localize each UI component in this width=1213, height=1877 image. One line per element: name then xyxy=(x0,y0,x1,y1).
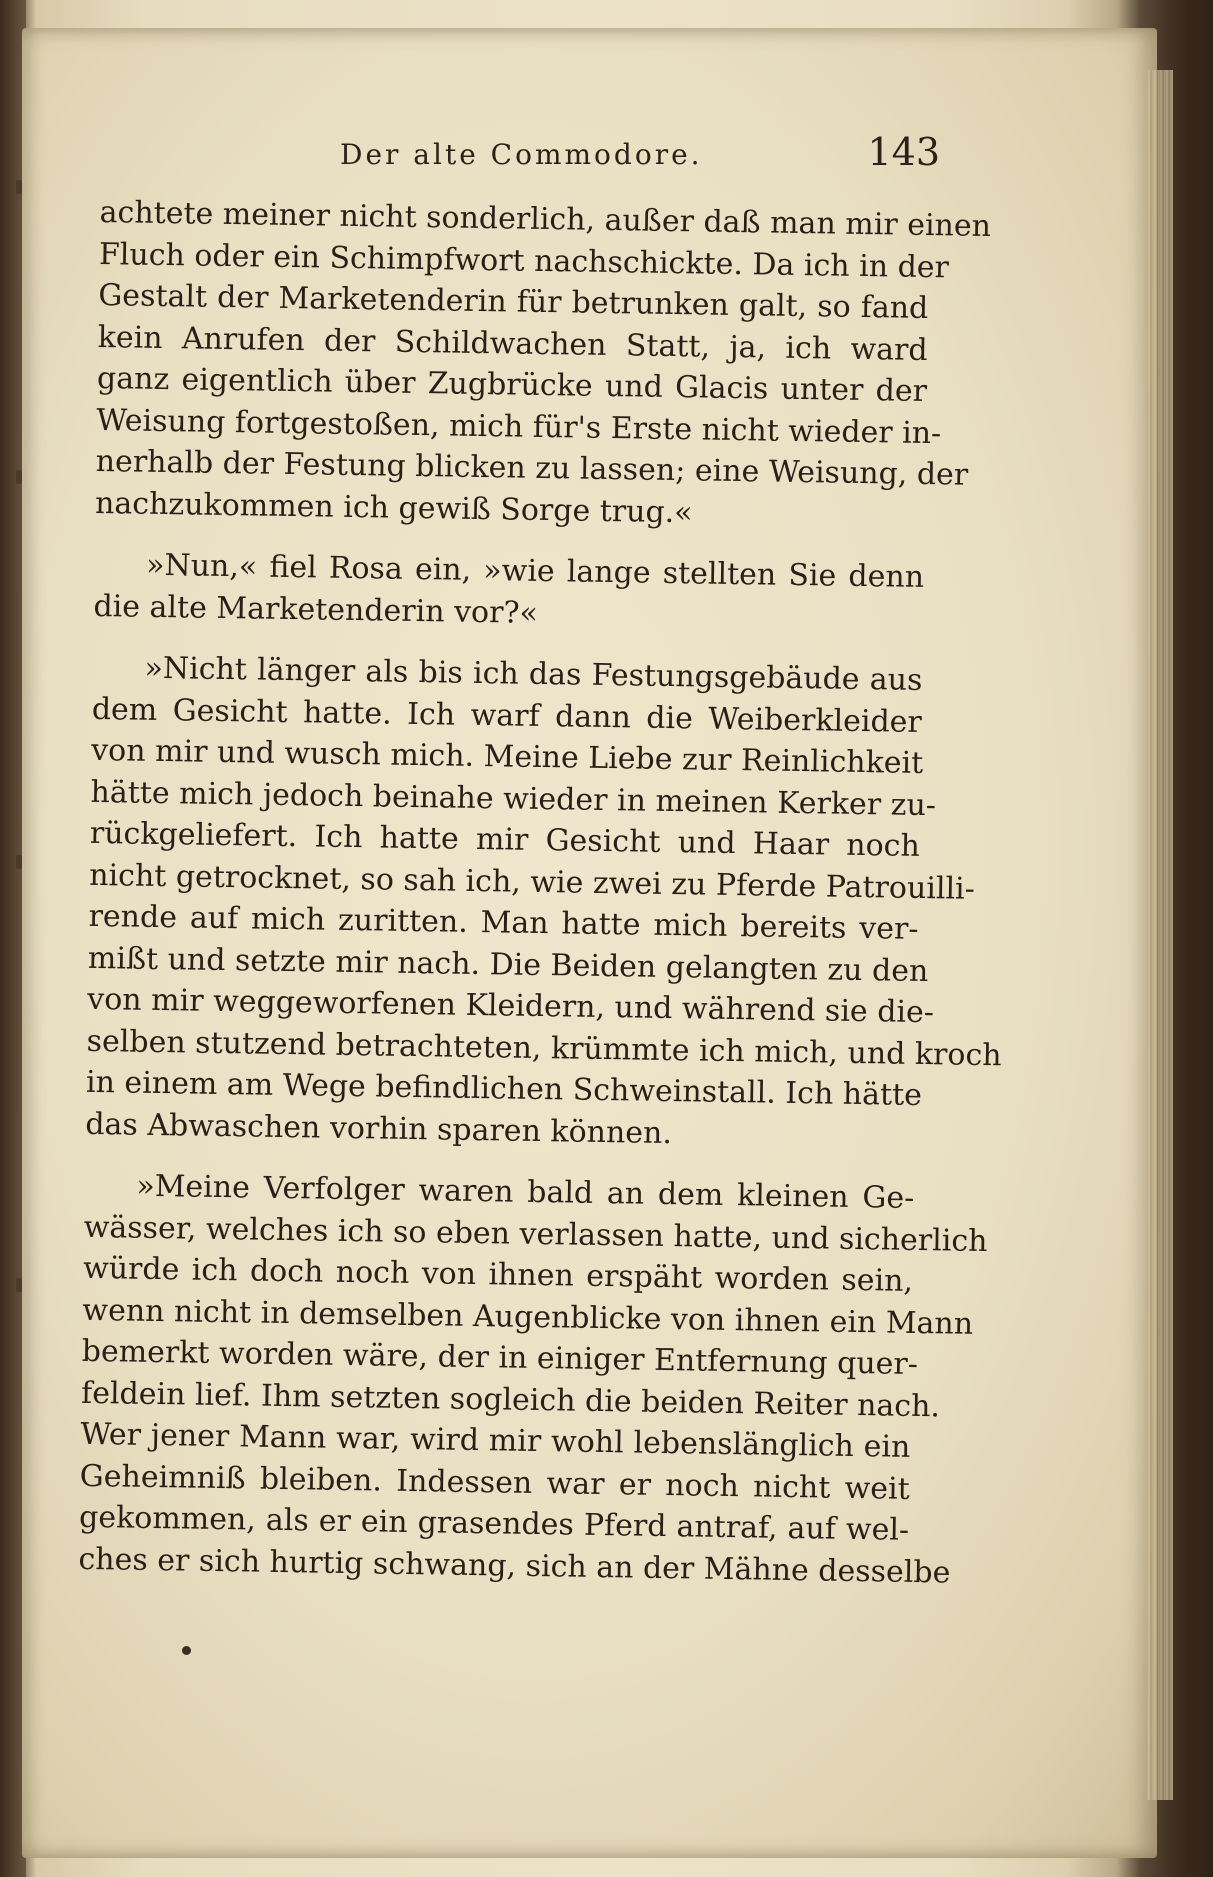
text-line: würde ich doch noch von ihnen erspäht worden sein, xyxy=(82,1250,914,1299)
text-line: dem Gesicht hatte. Ich warf dann die Weiberkleider xyxy=(91,691,923,740)
text-line: Gestalt der Marketenderin für betrunken galt, so fand xyxy=(98,277,929,327)
text-line: in einem am Wege befindlichen Schweinstall. Ich hätte xyxy=(85,1064,923,1114)
text-line: das Abwaschen vorhin sparen können. xyxy=(85,1106,673,1151)
text-line: bemerkt worden wäre, der in einiger Entfernung quer- xyxy=(81,1333,919,1382)
text-line: von mir und wusch mich. Meine Liebe zur Reinlichkeit xyxy=(90,732,924,781)
running-header xyxy=(100,130,940,180)
text-line: mißt und setzte mir nach. Die Beiden gelangten zu den xyxy=(87,940,929,989)
text-line: Wer jener Mann war, wird mir wohl lebenslänglich ein xyxy=(80,1416,911,1465)
text-line: ches er sich hurtig schwang, sich an der Mähne desselbe xyxy=(78,1541,951,1591)
margin-mark xyxy=(16,470,22,484)
text-line: wenn nicht in demselben Augenblicke von ihnen ein Mann xyxy=(82,1292,974,1342)
ink-spot xyxy=(182,1646,191,1655)
text-line: die alte Marketenderin vor?« xyxy=(93,588,539,631)
text-line: feldein lief. Ihm setzten sogleich die beiden Reiter nach. xyxy=(80,1375,941,1424)
text-line: hätte mich jedoch beinahe wieder in meinen Kerker zu- xyxy=(90,774,937,823)
margin-mark xyxy=(16,855,22,869)
page-body-text xyxy=(78,192,1002,1593)
text-line: nerhalb der Festung blicken zu lassen; eine Weisung, der xyxy=(95,443,969,493)
margin-mark xyxy=(16,180,22,194)
text-line: selben stutzend betrachteten, krümmte ich mich, und kroch xyxy=(86,1023,1002,1073)
text-line: wässer, welches ich so eben verlassen hatte, und sicherlich xyxy=(83,1209,988,1259)
text-line: Fluch oder ein Schimpfwort nachschickte. Da ich in der xyxy=(98,236,950,285)
running-title: Der alte Commodore. xyxy=(340,138,703,171)
text-line: achtete meiner nicht sonderlich, außer daß man mir einen xyxy=(99,194,992,244)
text-line: von mir weggeworfenen Kleidern, und während sie die- xyxy=(87,981,935,1031)
text-line: Weisung fortgestoßen, mich für's Erste nicht wieder in- xyxy=(96,402,942,451)
text-line: Geheimniß bleiben. Indessen war er noch nicht weit xyxy=(79,1458,911,1507)
text-line: nicht getrocknet, so sah ich, wie zwei zu Pferde Patrouilli- xyxy=(88,857,976,907)
page-edges xyxy=(1147,70,1173,1800)
margin-mark xyxy=(16,1278,22,1292)
text-line: »Nun,« fiel Rosa ein, »wie lange stellten Sie denn xyxy=(145,547,925,595)
text-line: gekommen, als er ein grasendes Pferd antraf, auf wel- xyxy=(78,1499,910,1548)
text-line: »Nicht länger als bis ich das Festungsgebäude aus xyxy=(144,650,923,698)
text-line: ganz eigentlich über Zugbrücke und Glacis unter der xyxy=(96,360,928,410)
text-line: rückgeliefert. Ich hatte mir Gesicht und Haar noch xyxy=(89,815,921,864)
page-number: 143 xyxy=(867,130,940,174)
text-line: »Meine Verfolger waren bald an dem kleinen Ge- xyxy=(136,1168,915,1216)
text-line: kein Anrufen der Schildwachen Statt, ja, ich ward xyxy=(97,319,928,368)
text-line: nachzukommen ich gewiß Sorge trug.« xyxy=(94,485,693,530)
text-line: rende auf mich zuritten. Man hatte mich bereits ver- xyxy=(88,898,919,947)
